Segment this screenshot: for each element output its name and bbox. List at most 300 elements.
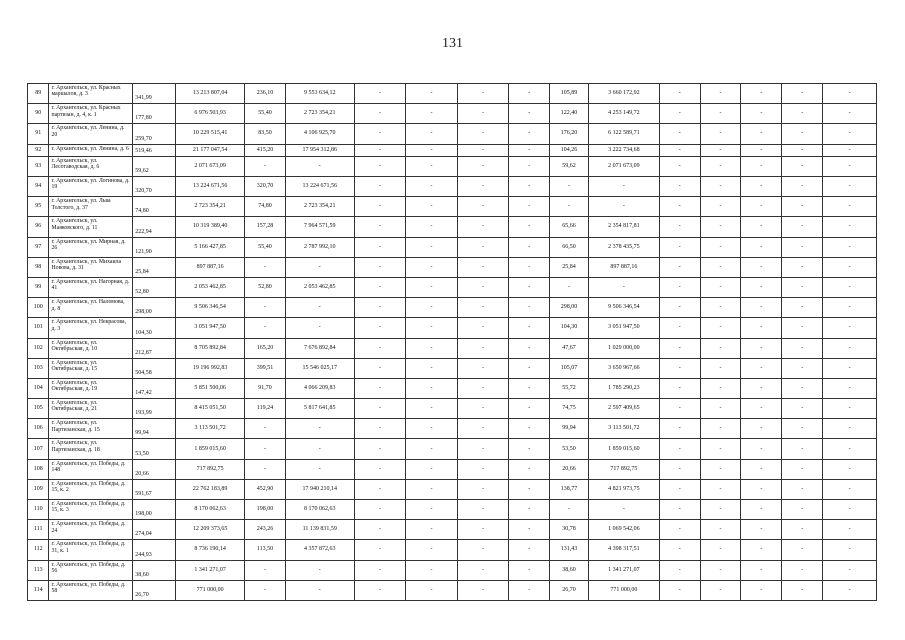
- value-cell: -: [782, 318, 823, 338]
- value-cell: -: [588, 177, 659, 197]
- value-cell: 399,51: [245, 358, 286, 378]
- value-cell: -: [823, 540, 877, 560]
- value-cell: -: [509, 144, 550, 156]
- row-number: 95: [28, 197, 49, 217]
- area-cell: 59,62: [133, 156, 176, 176]
- table-row: [28, 459, 877, 479]
- value-cell: -: [823, 124, 877, 144]
- value-cell: -: [406, 177, 458, 197]
- value-cell: -: [741, 560, 782, 580]
- value-cell: -: [457, 237, 509, 257]
- value-cell: -: [354, 104, 406, 124]
- value-cell: -: [457, 358, 509, 378]
- table-row: [28, 217, 877, 237]
- table-row: [28, 124, 877, 144]
- value-cell: -: [659, 358, 700, 378]
- value-cell: 897 887,16: [588, 257, 659, 277]
- value-cell: 2 071 673,09: [176, 156, 245, 176]
- value-cell: -: [741, 277, 782, 297]
- area-cell: 121,90: [133, 237, 176, 257]
- value-cell: -: [457, 156, 509, 176]
- row-number: 96: [28, 217, 49, 237]
- area-cell: 519,46: [133, 144, 176, 156]
- value-cell: -: [457, 197, 509, 217]
- address-cell: г. Архангельск, ул. Победы, д. 24: [49, 520, 133, 540]
- address-cell: г. Архангельск, ул. Победы, д. 58: [49, 580, 133, 600]
- area-cell: 298,00: [133, 298, 176, 318]
- value-cell: 4 106 925,70: [285, 124, 354, 144]
- value-cell: -: [782, 358, 823, 378]
- area-cell: 193,99: [133, 399, 176, 419]
- address-cell: г. Архангельск, ул. Лесотаводская, д. 6: [49, 156, 133, 176]
- value-cell: -: [659, 104, 700, 124]
- address-cell: г. Архангельск, ул. Партизанская, д. 18: [49, 439, 133, 459]
- value-cell: -: [406, 338, 458, 358]
- value-cell: -: [823, 177, 877, 197]
- value-cell: -: [700, 177, 741, 197]
- value-cell: 8 415 051,50: [176, 399, 245, 419]
- area-cell: 52,80: [133, 277, 176, 297]
- value-cell: -: [245, 560, 286, 580]
- value-cell: -: [782, 338, 823, 358]
- value-cell: 415,20: [245, 144, 286, 156]
- value-cell: -: [245, 156, 286, 176]
- value-cell: -: [285, 298, 354, 318]
- row-number: 109: [28, 479, 49, 499]
- value-cell: -: [741, 197, 782, 217]
- value-cell: -: [700, 399, 741, 419]
- value-cell: -: [659, 124, 700, 144]
- table-row: [28, 318, 877, 338]
- table-row: [28, 500, 877, 520]
- value-cell: -: [406, 257, 458, 277]
- value-cell: 3 051 947,50: [588, 318, 659, 338]
- value-cell: -: [782, 500, 823, 520]
- value-cell: 165,20: [245, 338, 286, 358]
- value-cell: -: [354, 257, 406, 277]
- value-cell: -: [457, 439, 509, 459]
- table-row: [28, 399, 877, 419]
- value-cell: 38,60: [550, 560, 589, 580]
- value-cell: 4 821 973,75: [588, 479, 659, 499]
- value-cell: -: [659, 399, 700, 419]
- value-cell: 74,80: [245, 197, 286, 217]
- row-number: 89: [28, 84, 49, 104]
- value-cell: 176,20: [550, 124, 589, 144]
- value-cell: -: [457, 500, 509, 520]
- value-cell: -: [823, 479, 877, 499]
- value-cell: -: [354, 338, 406, 358]
- area-cell: 38,60: [133, 560, 176, 580]
- value-cell: -: [509, 500, 550, 520]
- value-cell: -: [741, 84, 782, 104]
- value-cell: -: [354, 177, 406, 197]
- value-cell: -: [700, 124, 741, 144]
- value-cell: -: [700, 560, 741, 580]
- row-number: 110: [28, 500, 49, 520]
- value-cell: -: [509, 459, 550, 479]
- value-cell: -: [354, 318, 406, 338]
- value-cell: 7 676 892,84: [285, 338, 354, 358]
- value-cell: -: [700, 358, 741, 378]
- value-cell: -: [457, 520, 509, 540]
- value-cell: 65,66: [550, 217, 589, 237]
- table-row: [28, 439, 877, 459]
- value-cell: 104,26: [550, 144, 589, 156]
- value-cell: -: [354, 580, 406, 600]
- value-cell: -: [354, 197, 406, 217]
- value-cell: -: [782, 217, 823, 237]
- value-cell: -: [741, 520, 782, 540]
- table-row: [28, 104, 877, 124]
- value-cell: -: [741, 144, 782, 156]
- value-cell: -: [354, 144, 406, 156]
- value-cell: 59,62: [550, 156, 589, 176]
- value-cell: 1 341 271,07: [588, 560, 659, 580]
- value-cell: -: [550, 500, 589, 520]
- value-cell: -: [741, 419, 782, 439]
- value-cell: -: [741, 540, 782, 560]
- value-cell: 1 785 290,23: [588, 378, 659, 398]
- value-cell: 15 546 025,17: [285, 358, 354, 378]
- value-cell: -: [659, 237, 700, 257]
- value-cell: -: [700, 277, 741, 297]
- address-cell: г. Архангельск, ул. Победы, д. 148: [49, 459, 133, 479]
- value-cell: -: [245, 439, 286, 459]
- value-cell: 717 892,75: [588, 459, 659, 479]
- value-cell: 13 213 807,04: [176, 84, 245, 104]
- address-cell: г. Архангельск, ул. Октябрьская, д. 19: [49, 378, 133, 398]
- value-cell: -: [782, 124, 823, 144]
- value-cell: -: [823, 378, 877, 398]
- area-cell: 222,94: [133, 217, 176, 237]
- value-cell: -: [509, 520, 550, 540]
- value-cell: -: [354, 277, 406, 297]
- value-cell: 20,66: [550, 459, 589, 479]
- table-row: [28, 144, 877, 156]
- value-cell: 9 553 634,12: [285, 84, 354, 104]
- address-cell: г. Архангельск, ул. Октябрьская, д. 15: [49, 358, 133, 378]
- value-cell: -: [509, 439, 550, 459]
- value-cell: 66,50: [550, 237, 589, 257]
- value-cell: -: [509, 378, 550, 398]
- value-cell: 9 506 346,54: [588, 298, 659, 318]
- value-cell: -: [509, 298, 550, 318]
- value-cell: -: [782, 580, 823, 600]
- value-cell: -: [406, 277, 458, 297]
- value-cell: -: [741, 479, 782, 499]
- area-cell: 74,80: [133, 197, 176, 217]
- value-cell: 236,10: [245, 84, 286, 104]
- page-number: 131: [442, 36, 463, 51]
- value-cell: -: [782, 479, 823, 499]
- value-cell: -: [457, 378, 509, 398]
- value-cell: -: [659, 479, 700, 499]
- value-cell: 10 229 515,41: [176, 124, 245, 144]
- value-cell: 6 122 589,71: [588, 124, 659, 144]
- value-cell: -: [285, 560, 354, 580]
- address-cell: г. Архангельск, ул. Логинова, д. 19: [49, 177, 133, 197]
- value-cell: -: [354, 520, 406, 540]
- value-cell: 104,30: [550, 318, 589, 338]
- area-cell: 53,50: [133, 439, 176, 459]
- address-cell: г. Архангельск, ул. Победы, д. 31, к. 1: [49, 540, 133, 560]
- address-cell: г. Архангельск, ул. Победы, д. 56: [49, 560, 133, 580]
- address-cell: г. Архангельск, ул. Маяковского, д. 11: [49, 217, 133, 237]
- value-cell: -: [509, 358, 550, 378]
- value-cell: -: [741, 378, 782, 398]
- table-row: [28, 197, 877, 217]
- value-cell: -: [285, 156, 354, 176]
- table-row: [28, 237, 877, 257]
- value-cell: -: [406, 580, 458, 600]
- row-number: 90: [28, 104, 49, 124]
- value-cell: 3 222 734,68: [588, 144, 659, 156]
- value-cell: -: [741, 459, 782, 479]
- address-cell: г. Архангельск, ул. Ленина, д. 20: [49, 124, 133, 144]
- value-cell: 13 224 671,56: [285, 177, 354, 197]
- value-cell: 9 506 346,54: [176, 298, 245, 318]
- value-cell: -: [285, 257, 354, 277]
- value-cell: -: [659, 84, 700, 104]
- value-cell: -: [823, 104, 877, 124]
- value-cell: 13 224 671,56: [176, 177, 245, 197]
- value-cell: -: [509, 338, 550, 358]
- area-cell: 26,70: [133, 580, 176, 600]
- value-cell: 2 597 409,65: [588, 399, 659, 419]
- value-cell: 4 398 317,51: [588, 540, 659, 560]
- address-cell: г. Архангельск, ул. Льва Толстого, д. 37: [49, 197, 133, 217]
- table-row: [28, 338, 877, 358]
- value-cell: -: [354, 459, 406, 479]
- value-cell: -: [782, 560, 823, 580]
- address-cell: г. Архангельск, ул. Красных маршалов, д. 3: [49, 84, 133, 104]
- value-cell: -: [823, 358, 877, 378]
- table-row: [28, 84, 877, 104]
- value-cell: -: [700, 197, 741, 217]
- area-cell: 177,80: [133, 104, 176, 124]
- value-cell: -: [509, 217, 550, 237]
- value-cell: -: [782, 399, 823, 419]
- value-cell: 11 139 831,59: [285, 520, 354, 540]
- value-cell: 2 053 462,85: [176, 277, 245, 297]
- value-cell: -: [782, 459, 823, 479]
- value-cell: -: [823, 217, 877, 237]
- value-cell: -: [457, 277, 509, 297]
- value-cell: 2 071 673,09: [588, 156, 659, 176]
- value-cell: -: [245, 580, 286, 600]
- value-cell: 7 964 571,59: [285, 217, 354, 237]
- value-cell: 91,70: [245, 378, 286, 398]
- value-cell: 5 817 641,85: [285, 399, 354, 419]
- value-cell: 298,00: [550, 298, 589, 318]
- value-cell: -: [659, 459, 700, 479]
- area-cell: 259,70: [133, 124, 176, 144]
- value-cell: 2 723 354,21: [176, 197, 245, 217]
- value-cell: -: [509, 540, 550, 560]
- value-cell: 21 177 047,54: [176, 144, 245, 156]
- value-cell: -: [406, 197, 458, 217]
- value-cell: -: [700, 156, 741, 176]
- value-cell: -: [659, 156, 700, 176]
- value-cell: -: [245, 257, 286, 277]
- value-cell: 53,50: [550, 439, 589, 459]
- value-cell: -: [509, 197, 550, 217]
- value-cell: -: [509, 237, 550, 257]
- row-number: 106: [28, 419, 49, 439]
- value-cell: 1 859 015,60: [588, 439, 659, 459]
- address-cell: г. Архангельск, ул. Нагорная, д. 41: [49, 277, 133, 297]
- value-cell: -: [700, 580, 741, 600]
- value-cell: -: [550, 197, 589, 217]
- value-cell: -: [823, 257, 877, 277]
- value-cell: -: [741, 500, 782, 520]
- value-cell: 3 660 172,92: [588, 84, 659, 104]
- value-cell: -: [457, 338, 509, 358]
- value-cell: 17 940 210,14: [285, 479, 354, 499]
- address-cell: г. Архангельск, ул. Партизанская, д. 15: [49, 419, 133, 439]
- value-cell: -: [509, 419, 550, 439]
- value-cell: -: [782, 104, 823, 124]
- value-cell: -: [354, 540, 406, 560]
- value-cell: -: [823, 399, 877, 419]
- row-number: 107: [28, 439, 49, 459]
- value-cell: -: [782, 540, 823, 560]
- row-number: 98: [28, 257, 49, 277]
- address-cell: г. Архангельск, ул. Октябрьская, д. 10: [49, 338, 133, 358]
- value-cell: -: [457, 298, 509, 318]
- value-cell: -: [588, 500, 659, 520]
- value-cell: -: [285, 419, 354, 439]
- value-cell: -: [659, 560, 700, 580]
- value-cell: 131,43: [550, 540, 589, 560]
- value-cell: 771 000,00: [176, 580, 245, 600]
- area-cell: 104,30: [133, 318, 176, 338]
- value-cell: -: [700, 439, 741, 459]
- row-number: 105: [28, 399, 49, 419]
- value-cell: -: [457, 580, 509, 600]
- value-cell: -: [550, 177, 589, 197]
- value-cell: -: [823, 144, 877, 156]
- value-cell: -: [509, 479, 550, 499]
- area-cell: 591,67: [133, 479, 176, 499]
- value-cell: 26,70: [550, 580, 589, 600]
- row-number: 113: [28, 560, 49, 580]
- value-cell: 10 319 389,40: [176, 217, 245, 237]
- value-cell: -: [406, 217, 458, 237]
- area-cell: 147,42: [133, 378, 176, 398]
- row-number: 99: [28, 277, 49, 297]
- value-cell: 55,40: [245, 104, 286, 124]
- value-cell: -: [659, 419, 700, 439]
- value-cell: 8 705 892,84: [176, 338, 245, 358]
- value-cell: -: [700, 540, 741, 560]
- area-cell: 274,04: [133, 520, 176, 540]
- row-number: 100: [28, 298, 49, 318]
- value-cell: -: [823, 439, 877, 459]
- value-cell: -: [509, 156, 550, 176]
- value-cell: -: [354, 500, 406, 520]
- value-cell: -: [457, 399, 509, 419]
- value-cell: 3 650 967,66: [588, 358, 659, 378]
- table-row: [28, 378, 877, 398]
- value-cell: 2 354 817,81: [588, 217, 659, 237]
- row-number: 101: [28, 318, 49, 338]
- value-cell: 17 954 312,86: [285, 144, 354, 156]
- value-cell: -: [659, 520, 700, 540]
- value-cell: 2 053 462,85: [285, 277, 354, 297]
- value-cell: -: [700, 257, 741, 277]
- value-cell: -: [406, 419, 458, 439]
- table-row: [28, 560, 877, 580]
- value-cell: -: [509, 104, 550, 124]
- area-cell: 25,84: [133, 257, 176, 277]
- value-cell: -: [509, 177, 550, 197]
- value-cell: -: [457, 419, 509, 439]
- row-number: 91: [28, 124, 49, 144]
- value-cell: -: [782, 177, 823, 197]
- value-cell: 2 378 435,75: [588, 237, 659, 257]
- value-cell: 105,07: [550, 358, 589, 378]
- value-cell: -: [406, 358, 458, 378]
- value-cell: -: [782, 257, 823, 277]
- value-cell: 25,84: [550, 257, 589, 277]
- value-cell: -: [285, 318, 354, 338]
- value-cell: -: [406, 318, 458, 338]
- value-cell: -: [823, 520, 877, 540]
- value-cell: -: [700, 500, 741, 520]
- value-cell: -: [741, 177, 782, 197]
- value-cell: -: [700, 318, 741, 338]
- value-cell: -: [823, 156, 877, 176]
- value-cell: -: [509, 318, 550, 338]
- value-cell: -: [406, 104, 458, 124]
- value-cell: -: [457, 104, 509, 124]
- value-cell: 8 736 190,14: [176, 540, 245, 560]
- value-cell: -: [354, 560, 406, 580]
- area-cell: 504,58: [133, 358, 176, 378]
- table-row: [28, 479, 877, 499]
- area-cell: 320,70: [133, 177, 176, 197]
- value-cell: 771 000,00: [588, 580, 659, 600]
- value-cell: -: [245, 419, 286, 439]
- value-cell: -: [588, 197, 659, 217]
- value-cell: -: [700, 84, 741, 104]
- value-cell: -: [659, 257, 700, 277]
- value-cell: 8 170 062,63: [285, 500, 354, 520]
- value-cell: -: [823, 237, 877, 257]
- value-cell: -: [354, 124, 406, 144]
- table-row: [28, 298, 877, 318]
- value-cell: -: [406, 500, 458, 520]
- row-number: 92: [28, 144, 49, 156]
- table-row: [28, 540, 877, 560]
- value-cell: -: [782, 378, 823, 398]
- value-cell: -: [354, 378, 406, 398]
- table-row: [28, 520, 877, 540]
- value-cell: -: [741, 318, 782, 338]
- value-cell: -: [700, 338, 741, 358]
- value-cell: -: [354, 358, 406, 378]
- value-cell: 6 976 503,93: [176, 104, 245, 124]
- row-number: 93: [28, 156, 49, 176]
- value-cell: -: [285, 439, 354, 459]
- value-cell: 2 723 354,21: [285, 197, 354, 217]
- value-cell: -: [457, 217, 509, 237]
- value-cell: -: [659, 217, 700, 237]
- value-cell: 99,94: [550, 419, 589, 439]
- value-cell: -: [457, 177, 509, 197]
